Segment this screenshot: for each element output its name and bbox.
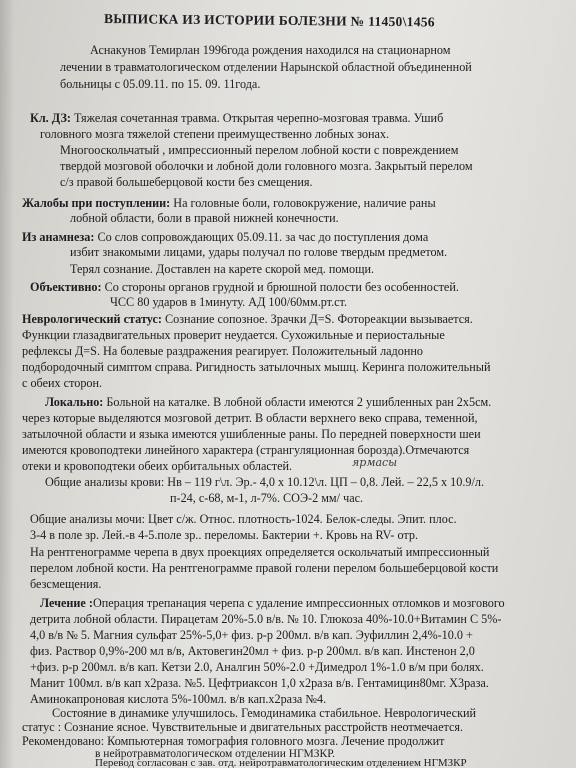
local-status-line: отеки и кровоподтеки обеих орбитальных областей. [22,459,293,473]
section-heading: Кл. ДЗ: [30,111,71,125]
blood-test-line: п-24, с-68, м-1, л-7%. СОЭ-2 мм/ час. [170,491,364,505]
diagnosis-line: головного мозга тяжелой степени преимущественно лобных зонах. [40,127,390,141]
xray-line: На рентгенограмме черепа в двух проекциях определяется оскольчатый импрессионный [30,545,490,559]
recommendation-line: в нейротравматологическом отделении НГМЗКР. [95,748,336,760]
intro-line: лечении в травматологическом отделении Нарынской областной объединенной [60,60,472,74]
recommendation-line: Рекомендовано: Компьютерная томография головного мозга. Лечение продолжит [22,734,445,748]
section-heading: Объективно: [30,280,102,294]
local-status-line: затылочной области и языка имеются ушибленные раны. По передней поверхности шеи [22,427,481,441]
complaints-line: лобной области, боли в правой нижней конечности. [70,211,339,225]
section-heading: Лечение : [40,596,93,610]
xray-line: безсмещения. [30,577,102,591]
anamnesis-line: Терял сознание. Доставлен на карете скорой мед. помощи. [70,262,375,276]
treatment-line: Лечение :Операция трепанация черепа с удаление импрессионных отломков и мозгового [40,596,505,610]
treatment-line: физ. Раствор 0,9%-200 мл в/в, Актовегин20мл + физ. р-р 200мл. в/в кап. Инстенон 2,0 [30,644,475,658]
section-heading: Неврологический статус: [22,312,162,326]
local-status-line: Локально: Больной на каталке. В лобной области имеются 2 ушибленных ран 2х5см. [45,395,492,409]
section-heading: Жалобы при поступлении: [22,196,171,210]
state-line: статус : Сознание ясное. Чувствительные и двигательных расстройств неотмечается. [22,720,464,734]
blood-test-line: Общие анализы крови: Нв – 119 г\л. Эр.- 4,0 х 10.12\л. ЦП – 0,8. Лей. – 22,5 х 10.9/л. [45,475,484,489]
transfer-line: Перевод согласован с зав. отд. нейротравматологическим отделением НГМЗКР [95,758,467,768]
diagnosis-line: твердой мозговой оболочки и лобной доли головного мозга. Закрытый перелом [60,159,473,173]
xray-line: перелом лобной кости. На рентгенограмме правой голени перелом большеберцовой кости [30,561,499,575]
treatment-line: Аминокапроновая кислота 5%-100мл. в/в кап.х2раза №4. [30,692,327,706]
objective-line: Объективно: Со стороны органов грудной и брюшной полости без особенностей. [30,280,459,294]
urine-test-line: 3-4 в поле зр. Лей.-в 4-5.поле зр.. переломы. Бактерии +. Кровь на RV- отр. [30,528,419,542]
neuro-line: Функции глазадвигательных проверит неудается. Сухожильные и периостальные [22,328,445,342]
intro-line: Аснакунов Темирлан 1996года рождения находился на стационарном [90,43,451,57]
diagnosis-line: Многооскольчатый , импрессионный перелом лобной кости с повреждением [60,143,459,157]
intro-line: больницы с 05.09.11. по 15. 09. 11года. [60,77,261,91]
neuro-line: подбородочный симптом справа. Ригидность затылочных мышц. Керинга положительный [22,360,491,374]
objective-line: ЧСС 80 ударов в 1минуту. АД 100/60мм.рт.ст. [110,295,348,309]
local-status-line: через которые выделяются мозговой детрит. В области верхнего веко справа, теменной, [22,411,478,425]
neuro-line: с обеих сторон. [22,376,103,390]
state-line: Состояние в динамике улучшилось. Гемодинамика стабильное. Неврологический [52,706,477,720]
treatment-line: +физ. р-р 200мл. в/в кап. Кетзи 2.0, Аналгин 50%-2.0 +Димедрол 1%-1.0 в/м при болях. [30,660,484,674]
treatment-line: детрита лобной области. Пирацетам 20%-5.0 в/в. № 10. Глюкоза 40%-10.0+Витамин С 5%- [30,612,502,626]
complaints-line: Жалобы при поступлении: На головные боли, головокружение, наличие раны [22,196,436,210]
treatment-line: Манит 100мл. в/в кап х2раза. №5. Цефтриаксон 1,0 х2раза в/в. Гентамицин80мг. Х3раза. [30,676,489,690]
handwritten-note: ярмасы [352,456,398,469]
urine-test-line: Общие анализы мочи: Цвет с/ж. Относ. плотность-1024. Белок-следы. Эпит. плос. [30,512,457,526]
neuro-line: рефлексы Д=S. На болевые раздражения реагирует. Положительный ладонно [22,344,423,358]
neuro-line: Неврологический статус: Сознание сопозное. Зрачки Д=S. Фотореакции вызывается. [22,312,473,326]
local-status-line: имеются кровоподтеки линейного характера (странгуляционная борозда).Отмечаются [22,443,470,457]
page-fold-shadow [0,0,14,768]
section-heading: Локально: [45,395,104,409]
treatment-line: 4,0 в/в № 5. Магния сульфат 25%-5,0+ физ. р-р 200мл. в/в кап. Эуфиллин 2,4%-10.0 + [30,628,473,642]
document-title: ВЫПИСКА ИЗ ИСТОРИИ БОЛЕЗНИ № 11450\1456 [103,11,435,30]
anamnesis-line: Из анамнеза: Со слов сопровождающих 05.09.11. за час до поступления дома [22,230,429,244]
diagnosis-line: с/з правой большеберцовой кости без смещения. [60,175,313,189]
diagnosis-line: Кл. ДЗ: Тяжелая сочетанная травма. Открытая черепно-мозговая травма. Ушиб [30,111,444,125]
section-heading: Из анамнеза: [22,230,95,244]
anamnesis-line: избит знакомыми лицами, удары получал по голове твердым предметом. [70,245,448,259]
